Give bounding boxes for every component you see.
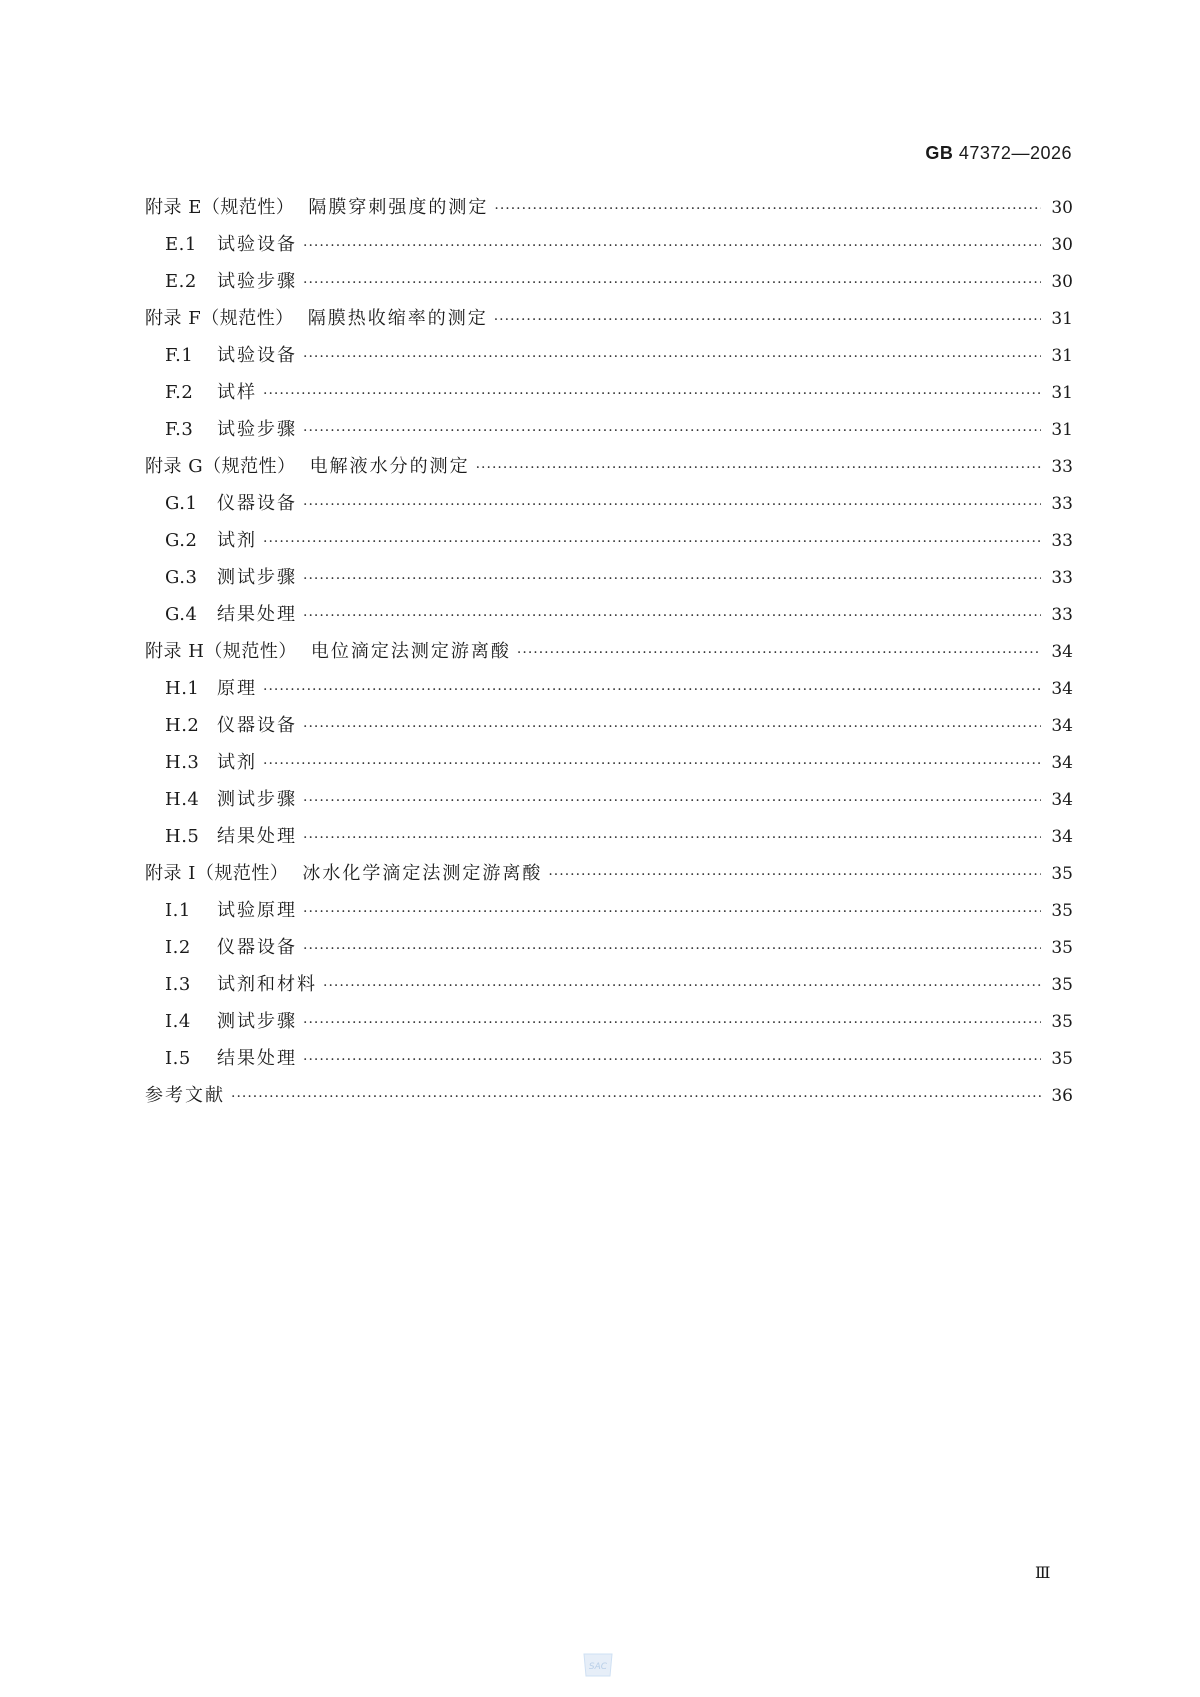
toc-entry-page: 35 — [1051, 938, 1073, 958]
toc-leader-dots — [263, 534, 1041, 550]
toc-entry-page: 30 — [1051, 272, 1073, 292]
toc-entry-page: 30 — [1051, 235, 1073, 255]
toc-entry-section[interactable] — [145, 711, 1073, 748]
toc-entry-section[interactable] — [145, 526, 1073, 563]
toc-entry-title: 试验设备 — [217, 345, 297, 366]
toc-entry-section[interactable] — [145, 489, 1073, 526]
toc-leader-dots — [231, 1089, 1041, 1105]
toc-entry-page: 31 — [1051, 383, 1073, 403]
toc-entry-section[interactable] — [145, 785, 1073, 822]
toc-entry-page: 35 — [1051, 1012, 1073, 1032]
toc-entry-number: F.1 — [165, 345, 194, 366]
standard-number: 47372—2026 — [958, 143, 1072, 163]
toc-entry-number: F.3 — [165, 419, 194, 440]
page-number: Ⅲ — [1035, 1563, 1051, 1582]
toc-entry-page: 35 — [1051, 901, 1073, 921]
toc-entry-number: H.1 — [165, 678, 200, 699]
toc-entry-number: I.2 — [165, 937, 191, 958]
toc-entry-title: 试样 — [217, 382, 257, 403]
toc-leader-dots — [517, 645, 1041, 661]
toc-entry-title: 仪器设备 — [217, 715, 297, 736]
toc-entry-section[interactable] — [145, 267, 1073, 304]
table-of-contents — [145, 193, 1073, 1118]
toc-entry-section[interactable] — [145, 674, 1073, 711]
toc-entry-page: 31 — [1051, 309, 1073, 329]
toc-leader-dots — [303, 497, 1041, 513]
toc-entry-title: 结果处理 — [217, 1048, 297, 1069]
toc-entry-number: I.5 — [165, 1048, 191, 1069]
toc-entry-title: 隔膜热收缩率的测定 — [307, 308, 488, 329]
toc-entry-title: 测试步骤 — [217, 789, 297, 810]
sac-logo-watermark — [580, 1650, 616, 1680]
document-code — [925, 143, 1072, 164]
toc-entry-annex[interactable] — [145, 452, 1073, 489]
toc-entry-page: 33 — [1051, 568, 1073, 588]
toc-leader-dots — [303, 830, 1041, 846]
toc-entry-number: G.1 — [165, 493, 198, 514]
toc-entry-section[interactable] — [145, 415, 1073, 452]
toc-leader-dots — [303, 423, 1041, 439]
toc-leader-dots — [303, 793, 1041, 809]
toc-entry-number: 附录 I（规范性） — [145, 863, 289, 884]
toc-entry-page: 33 — [1051, 531, 1073, 551]
toc-entry-page: 30 — [1051, 198, 1073, 218]
toc-entry-section[interactable] — [145, 896, 1073, 933]
toc-entry-section[interactable] — [145, 748, 1073, 785]
toc-entry-page: 31 — [1051, 346, 1073, 366]
toc-entry-section[interactable] — [145, 378, 1073, 415]
toc-entry-page: 34 — [1051, 716, 1073, 736]
toc-leader-dots — [303, 275, 1041, 291]
toc-leader-dots — [476, 460, 1041, 476]
toc-entry-section[interactable] — [145, 1044, 1073, 1081]
toc-entry-page: 35 — [1051, 864, 1073, 884]
toc-entry-section[interactable] — [145, 970, 1073, 1007]
toc-entry-title: 试剂 — [217, 752, 257, 773]
toc-entry-page: 31 — [1051, 420, 1073, 440]
toc-leader-dots — [263, 386, 1041, 402]
toc-entry-number: G.3 — [165, 567, 198, 588]
toc-leader-dots — [303, 904, 1041, 920]
toc-leader-dots — [303, 608, 1041, 624]
toc-leader-dots — [263, 682, 1041, 698]
toc-entry-page: 34 — [1051, 679, 1073, 699]
toc-entry-title: 结果处理 — [217, 604, 297, 625]
toc-entry-annex[interactable] — [145, 304, 1073, 341]
toc-leader-dots — [303, 941, 1041, 957]
toc-entry-title: 仪器设备 — [217, 937, 297, 958]
toc-entry-title: 试验步骤 — [217, 271, 297, 292]
toc-entry-number: 附录 F（规范性） — [145, 308, 294, 329]
toc-entry-title: 试验原理 — [217, 900, 297, 921]
toc-entry-title: 试剂和材料 — [217, 974, 317, 995]
toc-entry-number: H.5 — [165, 826, 200, 847]
toc-entry-title: 仪器设备 — [217, 493, 297, 514]
toc-entry-annex[interactable] — [145, 859, 1073, 896]
toc-entry-title: 冰水化学滴定法测定游离酸 — [302, 863, 543, 884]
toc-entry-page: 34 — [1051, 642, 1073, 662]
toc-entry-number: 附录 H（规范性） — [145, 641, 297, 662]
toc-leader-dots — [494, 312, 1041, 328]
toc-leader-dots — [323, 978, 1041, 994]
toc-leader-dots — [303, 719, 1041, 735]
toc-leader-dots — [303, 571, 1041, 587]
toc-entry-title: 原理 — [217, 678, 257, 699]
toc-entry-page: 34 — [1051, 753, 1073, 773]
toc-leader-dots — [303, 1015, 1041, 1031]
toc-entry-title: 电解液水分的测定 — [309, 456, 470, 477]
toc-entry-section[interactable] — [145, 822, 1073, 859]
toc-entry-title: 结果处理 — [217, 826, 297, 847]
toc-entry-number: H.4 — [165, 789, 200, 810]
toc-entry-annex[interactable] — [145, 193, 1073, 230]
toc-entry-number: F.2 — [165, 382, 194, 403]
toc-entry-section[interactable] — [145, 563, 1073, 600]
toc-entry-section[interactable] — [145, 341, 1073, 378]
toc-entry-number: H.3 — [165, 752, 200, 773]
toc-entry-number: E.2 — [165, 271, 197, 292]
toc-entry-number: I.3 — [165, 974, 191, 995]
svg-text:SAC: SAC — [588, 1662, 608, 1672]
toc-entry-title: 测试步骤 — [217, 1011, 297, 1032]
toc-entry-page: 36 — [1051, 1086, 1073, 1106]
toc-entry-title: 试验步骤 — [217, 419, 297, 440]
toc-entry-number: G.2 — [165, 530, 198, 551]
toc-entry-page: 33 — [1051, 457, 1073, 477]
toc-entry-page: 33 — [1051, 605, 1073, 625]
standard-prefix: GB — [925, 143, 954, 163]
toc-entry-title: 参考文献 — [145, 1085, 225, 1106]
toc-entry-title: 试验设备 — [217, 234, 297, 255]
toc-entry-title: 电位滴定法测定游离酸 — [310, 641, 511, 662]
toc-entry-number: I.1 — [165, 900, 191, 921]
toc-entry-page: 35 — [1051, 975, 1073, 995]
toc-entry-annex[interactable] — [145, 637, 1073, 674]
toc-entry-page: 35 — [1051, 1049, 1073, 1069]
toc-leader-dots — [263, 756, 1041, 772]
toc-entry-section[interactable] — [145, 1007, 1073, 1044]
toc-entry-title: 试剂 — [217, 530, 257, 551]
toc-entry-section[interactable] — [145, 600, 1073, 637]
toc-entry-title: 测试步骤 — [217, 567, 297, 588]
toc-entry-page: 33 — [1051, 494, 1073, 514]
toc-entry-page: 34 — [1051, 827, 1073, 847]
toc-entry-number: I.4 — [165, 1011, 191, 1032]
toc-leader-dots — [548, 867, 1041, 883]
toc-entry-number: E.1 — [165, 234, 197, 255]
toc-entry-number: G.4 — [165, 604, 198, 625]
toc-entry-number: 附录 E（规范性） — [145, 197, 295, 218]
toc-entry-number: H.2 — [165, 715, 200, 736]
toc-leader-dots — [303, 1052, 1041, 1068]
toc-entry-section[interactable] — [145, 230, 1073, 267]
toc-entry-number: 附录 G（规范性） — [145, 456, 296, 477]
toc-leader-dots — [303, 238, 1041, 254]
toc-entry-section[interactable] — [145, 933, 1073, 970]
toc-leader-dots — [303, 349, 1041, 365]
toc-entry-annex[interactable] — [145, 1081, 1073, 1118]
toc-entry-title: 隔膜穿刺强度的测定 — [308, 197, 489, 218]
toc-entry-page: 34 — [1051, 790, 1073, 810]
toc-leader-dots — [494, 201, 1041, 217]
